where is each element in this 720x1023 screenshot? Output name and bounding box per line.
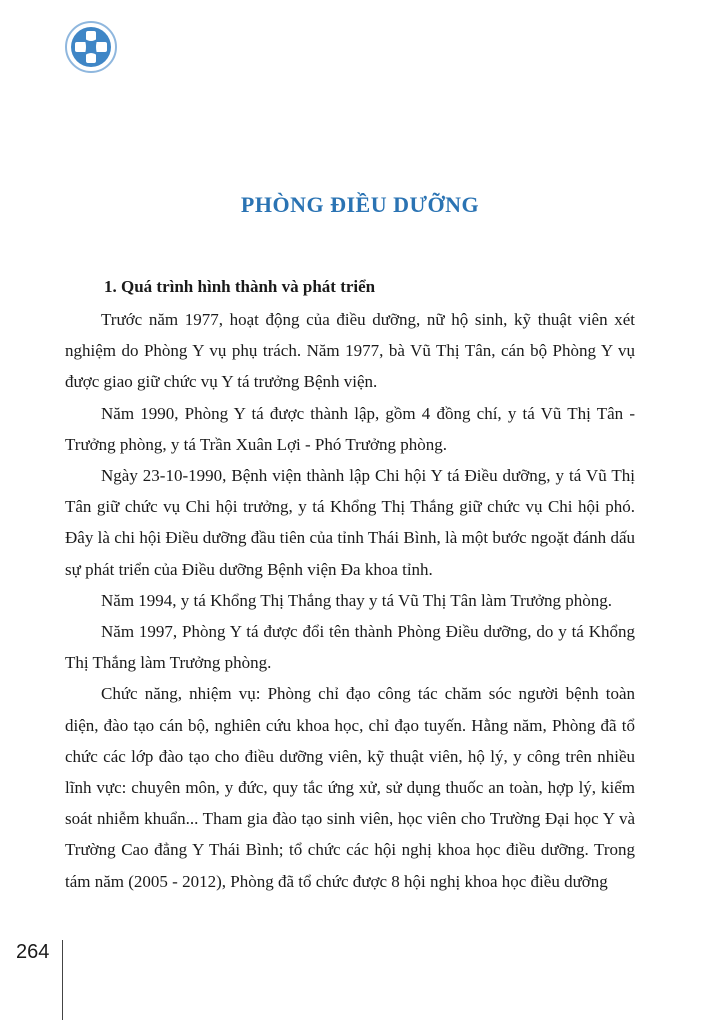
paragraph: Năm 1990, Phòng Y tá được thành lập, gồm 4 đồng chí, y tá Vũ Thị Tân - Trưởng phòng, y tá Trần Xuân Lợi - Phó Trưởng phòng. <box>65 403 635 454</box>
margin-rule <box>62 940 63 1020</box>
page-number: 264 <box>16 941 50 963</box>
paragraph: Ngày 23-10-1990, Bệnh viện thành lập Chi hội Y tá Điều dưỡng, y tá Vũ Thị Tân giữ chức vụ Chi hội trưởng, y tá Khổng Thị Thắng giữ chức vụ Chi hội phó. Đây là chi hội Điều dưỡng đầu tiên của tỉnh Thái Bình, là một bước ngoặt đánh dấu sự phát triển của Điều dưỡng Bệnh viện Đa khoa tỉnh. <box>65 466 635 579</box>
paragraph: Chức năng, nhiệm vụ: Phòng chỉ đạo công tác chăm sóc người bệnh toàn diện, đào tạo cán bộ, nghiên cứu khoa học, chỉ đạo tuyến. Hằng năm, Phòng đã tổ chức các lớp đào tạo cho điều dưỡng viên, kỹ thuật viên, hộ lý, y công trên nhiều lĩnh vực: chuyên môn, y đức, quy tắc ứng xử, sử dụng thuốc an toàn, hợp lý, kiểm soát nhiễm khuẩn... Tham gia đào tạo sinh viên, học viên cho Trường Đại học Y và Trường Cao đẳng Y Thái Bình; tổ chức các hội nghị khoa học điều dưỡng. Trong tám năm (2005 - 2012), Phòng đã tổ chức được 8 hội nghị khoa học điều dưỡng <box>65 684 635 891</box>
paragraph: Năm 1994, y tá Khổng Thị Thắng thay y tá Vũ Thị Tân làm Trưởng phòng. <box>101 590 613 610</box>
page-title: PHÒNG ĐIỀU DƯỠNG <box>240 192 480 217</box>
hospital-emblem-icon <box>64 20 118 74</box>
paragraph: Trước năm 1977, hoạt động của điều dưỡng, nữ hộ sinh, kỹ thuật viên xét nghiệm do Phòng Y vụ phụ trách. Năm 1977, bà Vũ Thị Tân, cán bộ Phòng Y vụ được giao giữ chức vụ Y tá trưởng Bệnh viện. <box>65 310 635 392</box>
paragraph: Năm 1997, Phòng Y tá được đổi tên thành Phòng Điều dưỡng, do y tá Khổng Thị Thắng làm Trưởng phòng. <box>65 622 635 673</box>
body-text <box>65 304 635 897</box>
section-heading: 1. Quá trình hình thành và phát triển <box>104 277 376 296</box>
